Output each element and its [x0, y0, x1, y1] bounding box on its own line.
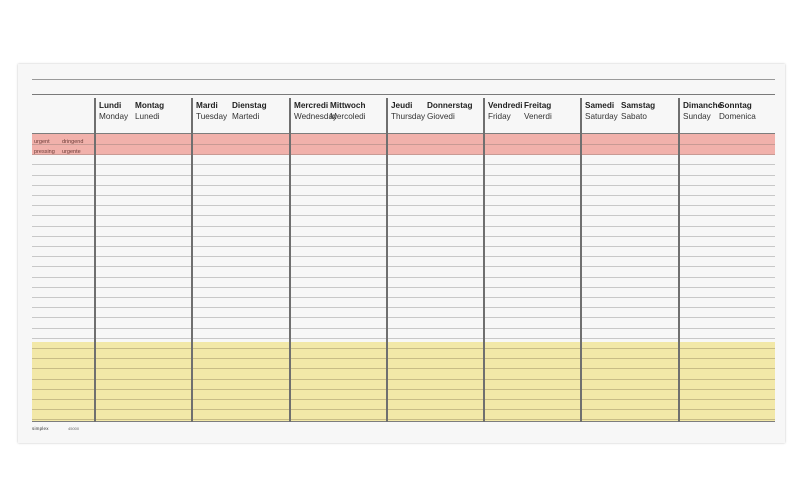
column-separator [386, 98, 388, 422]
ruled-line [32, 379, 775, 380]
label-dringend: dringend [62, 139, 84, 145]
day-name-french: Mercredi [294, 101, 329, 110]
ruled-line [32, 215, 775, 216]
column-separator [94, 98, 96, 422]
ruled-line [32, 154, 775, 155]
ruled-line [32, 368, 775, 369]
day-name-pair [488, 100, 523, 122]
day-name-pair [427, 100, 473, 122]
day-header [191, 100, 287, 132]
day-name-french: Lundi [99, 101, 122, 110]
ruled-line [32, 419, 775, 420]
day-name-french: Mardi [196, 101, 218, 110]
label-pressing: pressing [34, 149, 55, 155]
ruled-line [32, 175, 775, 176]
ruled-line [32, 348, 775, 349]
day-name-german: Montag [135, 101, 165, 110]
ruled-line [32, 277, 775, 278]
brand-logo: simplex [32, 426, 49, 431]
ruled-line [32, 195, 775, 196]
column-separator [191, 98, 193, 422]
day-name-pair [719, 100, 756, 122]
day-name-italian: Venerdi [524, 112, 552, 121]
day-name-english: Tuesday [196, 112, 228, 121]
ruled-line [32, 226, 775, 227]
day-name-french: Samedi [585, 101, 615, 110]
day-header [386, 100, 482, 132]
header-rule-1 [32, 79, 775, 80]
day-name-english: Thursday [391, 112, 426, 121]
day-name-english: Monday [99, 112, 129, 121]
ruled-line [32, 266, 775, 267]
day-name-french: Dimanche [683, 101, 723, 110]
ruled-line [32, 144, 775, 145]
ruled-line [32, 317, 775, 318]
header-row-line [32, 133, 775, 134]
bottom-row-line [32, 421, 775, 422]
day-name-pair [683, 100, 722, 122]
day-name-english: Friday [488, 112, 511, 121]
day-name-pair [135, 100, 164, 122]
ruled-line [32, 236, 775, 237]
planner-grid [32, 98, 775, 422]
day-name-english: Saturday [585, 112, 618, 121]
day-name-pair [524, 100, 552, 122]
ruled-line [32, 297, 775, 298]
day-header [580, 100, 676, 132]
ruled-line [32, 246, 775, 247]
day-name-german: Freitag [524, 101, 552, 110]
ruled-line [32, 256, 775, 257]
header-rule-2 [32, 94, 775, 95]
weekly-planner-sheet [18, 64, 785, 443]
day-name-italian: Giovedi [427, 112, 455, 121]
day-name-italian: Domenica [719, 112, 756, 121]
product-code: 45000 [68, 426, 80, 431]
day-name-pair [585, 100, 618, 122]
day-name-french: Jeudi [391, 101, 413, 110]
day-name-italian: Martedi [232, 112, 260, 121]
day-header [289, 100, 385, 132]
ruled-line [32, 205, 775, 206]
day-name-pair [621, 100, 655, 122]
day-name-italian: Mercoledi [330, 112, 366, 121]
day-name-italian: Sabato [621, 112, 647, 121]
label-urgent: urgent [34, 139, 50, 145]
column-separator [678, 98, 680, 422]
ruled-line [32, 409, 775, 410]
day-name-german: Sonntag [719, 101, 752, 110]
day-name-german: Dienstag [232, 101, 267, 110]
ruled-line [32, 185, 775, 186]
day-name-pair [391, 100, 425, 122]
column-separator [483, 98, 485, 422]
day-name-pair [99, 100, 128, 122]
day-name-italian: Lunedi [135, 112, 160, 121]
day-header [483, 100, 579, 132]
day-name-german: Mittwoch [330, 101, 366, 110]
ruled-line [32, 328, 775, 329]
ruled-line [32, 399, 775, 400]
day-name-pair [232, 100, 267, 122]
ruled-line [32, 287, 775, 288]
day-name-english: Sunday [683, 112, 711, 121]
day-name-french: Vendredi [488, 101, 523, 110]
day-name-english: Wednesday [294, 112, 338, 121]
ruled-line [32, 338, 775, 339]
day-name-pair [330, 100, 366, 122]
ruled-line [32, 164, 775, 165]
column-separator [580, 98, 582, 422]
day-header [94, 100, 190, 132]
ruled-line [32, 389, 775, 390]
day-header [678, 100, 774, 132]
label-urgente: urgente [62, 149, 81, 155]
day-name-german: Donnerstag [427, 101, 473, 110]
day-name-german: Samstag [621, 101, 656, 110]
ruled-line [32, 358, 775, 359]
day-name-pair [196, 100, 227, 122]
ruled-line [32, 307, 775, 308]
column-separator [289, 98, 291, 422]
